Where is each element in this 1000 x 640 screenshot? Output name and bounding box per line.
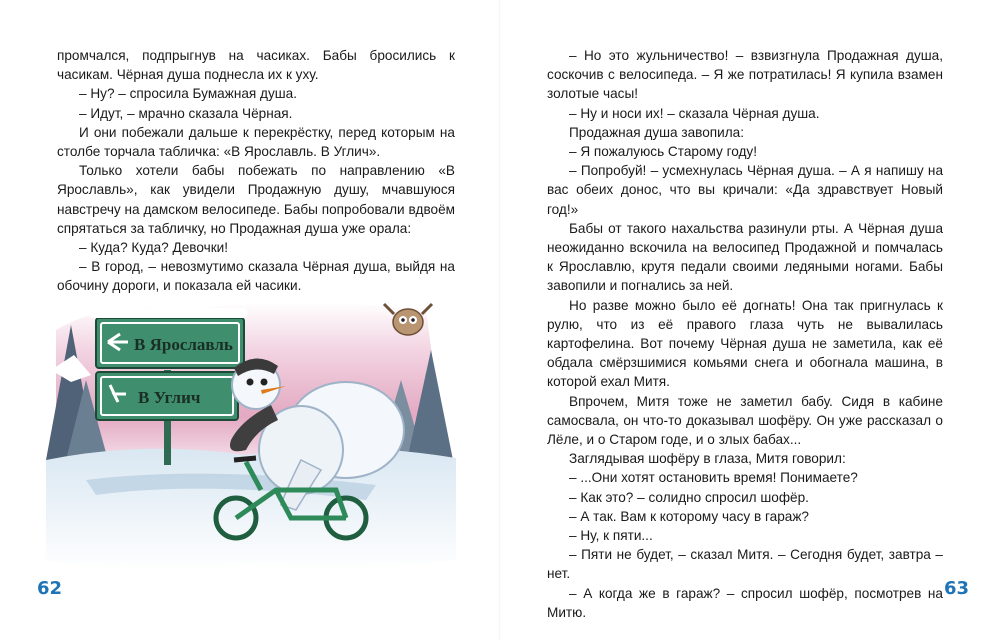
snowman-bicycle-illustration <box>46 290 456 580</box>
paragraph: Заглядывая шофёру в глаза, Митя говорил: <box>569 451 846 467</box>
right-page-text <box>547 46 943 622</box>
paragraph: – Как это? – солидно спросил шофёр. <box>569 489 809 505</box>
paragraph: – Попробуй! – усмехнулась Чёрная душа. – А я напишу на вас обеих донос, что вы кричали: «Да здравствует Новый год!» <box>547 163 943 217</box>
paragraph: промчался, подпрыгнув на часиках. Бабы бросились к часикам. Чёрная душа поднесла их к уху. <box>57 48 455 83</box>
left-page-text <box>57 46 455 296</box>
paragraph: – Ну? – спросила Бумажная душа. <box>79 86 298 102</box>
paragraph: – Идут, – мрачно сказала Чёрная. <box>79 105 293 121</box>
paragraph: Продажная душа завопила: <box>569 124 744 140</box>
paragraph: Только хотели бабы побежать по направлению «В Ярославль», как увидели Продажную душу, мчавшуюся навстречу на дамском велосипеде. Бабы попробовали вдвоём спрятаться за табличку, но Продажная душа уже орала: <box>57 163 455 236</box>
paragraph: – ...Они хотят остановить время! Понимаете? <box>569 470 858 486</box>
sign-uglich-label: В Углич <box>138 388 201 407</box>
sign-yaroslavl-label: В Ярославль <box>134 335 233 354</box>
paragraph: – А так. Вам к которому часу в гараж? <box>569 508 809 524</box>
paragraph: – Я пожалуюсь Старому году! <box>569 144 758 160</box>
paragraph: – Куда? Куда? Девочки! <box>79 240 229 256</box>
paragraph: Но разве можно было её догнать! Она так пригнулась к рулю, что из её правого глаза чуть не вывалилась картофелина. Вот почему Чёрная душа не заметила, как её обдала смёрзшимися комьями снега и обогнала машина, в которой ехал Митя. <box>547 297 943 390</box>
paragraph: – Пяти не будет, – сказал Митя. – Сегодня будет, завтра – нет. <box>547 547 943 582</box>
paragraph: – В город, – невозмутимо сказала Чёрная душа, выйдя на обочину дороги, и показала ей часики. <box>57 259 455 294</box>
page-number-left: 62 <box>37 578 63 599</box>
paragraph: – Но это жульничество! – взвизгнула Продажная душа, соскочив с велосипеда. – Я же потратилась! Я купила взамен золотые часы! <box>547 48 943 102</box>
paragraph: Впрочем, Митя тоже не заметил бабу. Сидя в кабине самосвала, он что-то доказывал шофёру. Он уже рассказал о Лёле, и о Старом годе, и о злых бабах... <box>547 393 943 448</box>
paragraph: – Ну и носи их! – сказала Чёрная душа. <box>569 105 820 121</box>
page-number-right: 63 <box>944 578 970 599</box>
paragraph: И они побежали дальше к перекрёстку, перед которым на столбе торчала табличка: «В Ярославль. В Углич». <box>57 124 455 160</box>
paragraph: Бабы от такого нахальства разинули рты. А Чёрная душа неожиданно вскочила на велосипед Продажной и помчалась к Ярославлю, крутя педали своими ледяными ногами. Бабы завопили и погнались за ней. <box>547 220 943 294</box>
paragraph: – А когда же в гараж? – спросил шофёр, посмотрев на Митю. <box>547 585 943 620</box>
paragraph: – Ну, к пяти... <box>569 528 653 544</box>
